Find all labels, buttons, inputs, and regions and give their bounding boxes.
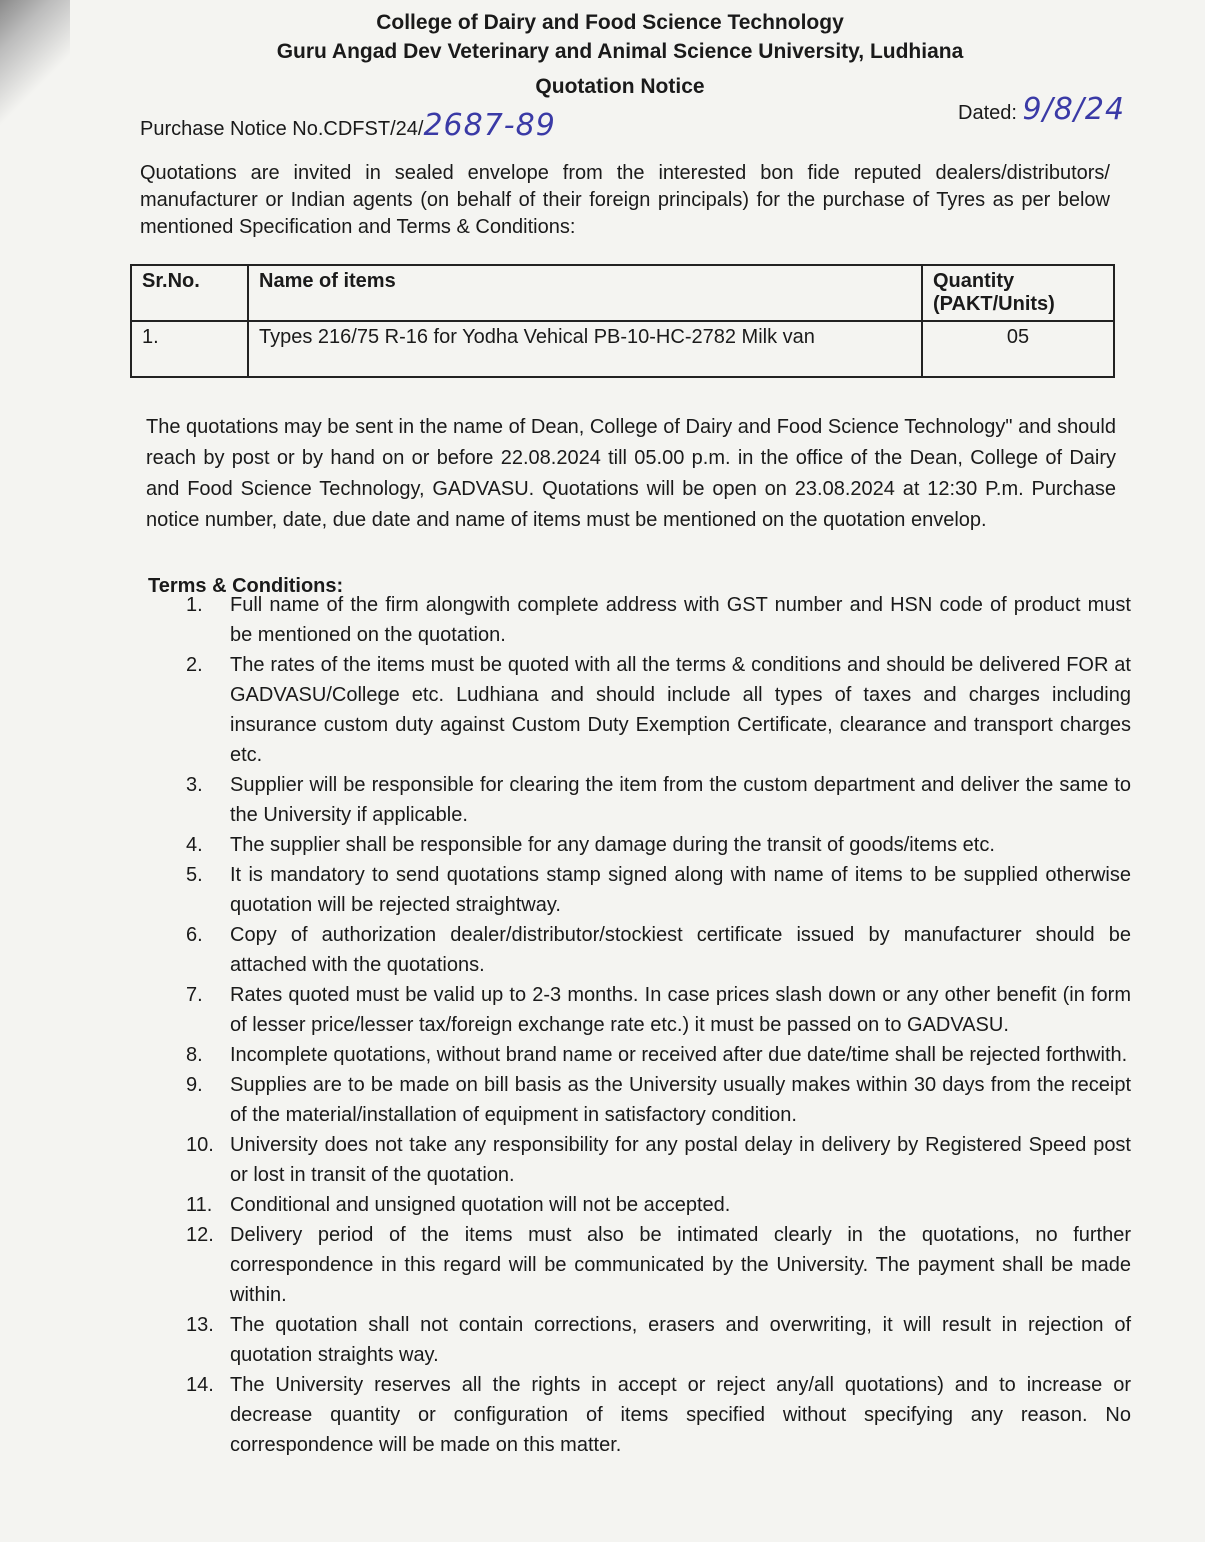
- term-text: Copy of authorization dealer/distributor/stockiest certificate issued by manufacturer should be attached with the quotations.: [230, 924, 1131, 976]
- items-table: [130, 264, 1115, 378]
- table-row: [131, 321, 1114, 377]
- term-text: Delivery period of the items must also be intimated clearly in the quotations, no further correspondence in this regard will be communicated by the University. The payment shall be made within.: [230, 1224, 1131, 1306]
- term-text: The University reserves all the rights in accept or reject any/all quotations) and to increase or decrease quantity or configuration of items specified without specifying any reason. No correspondence will be made on this matter.: [230, 1374, 1131, 1456]
- header-item-name: Name of items: [248, 265, 922, 321]
- cell-sr-no: 1.: [131, 321, 248, 377]
- term-number: 5.: [186, 864, 203, 886]
- dated-label: Dated:: [958, 102, 1017, 124]
- cell-quantity: 05: [922, 321, 1114, 377]
- term-number: 10.: [186, 1134, 214, 1156]
- list-item: [186, 980, 1131, 1040]
- list-item: [186, 920, 1131, 980]
- term-number: 14.: [186, 1374, 214, 1396]
- term-number: 4.: [186, 834, 203, 856]
- list-item: [186, 770, 1131, 830]
- notice-date: [958, 92, 1125, 127]
- term-text: Conditional and unsigned quotation will not be accepted.: [230, 1194, 731, 1216]
- purchase-notice-number: [140, 108, 556, 143]
- list-item: [186, 1190, 1131, 1220]
- term-number: 11.: [186, 1194, 213, 1216]
- list-item: [186, 1070, 1131, 1130]
- college-name: College of Dairy and Food Science Technology: [376, 11, 844, 34]
- list-item: [186, 1220, 1131, 1310]
- term-number: 7.: [186, 984, 203, 1006]
- list-item: [186, 1130, 1131, 1190]
- term-number: 9.: [186, 1074, 203, 1096]
- list-item: [186, 650, 1131, 770]
- term-text: University does not take any responsibility for any postal delay in delivery by Registered Speed post or lost in transit of the quotation.: [230, 1134, 1131, 1186]
- term-text: Supplies are to be made on bill basis as the University usually makes within 30 days from the receipt of the material/installation of equipment in satisfactory condition.: [230, 1074, 1131, 1126]
- intro-paragraph: Quotations are invited in sealed envelope from the interested bon fide reputed dealers/distributors/ manufacturer or Indian agents (on behalf of their foreign principals) for the purchase of Tyres as per below mentioned Specification and Terms & Conditions:: [140, 162, 1110, 238]
- term-number: 3.: [186, 774, 203, 796]
- term-text: The supplier shall be responsible for any damage during the transit of goods/items etc.: [230, 834, 995, 856]
- cell-item-name: Types 216/75 R-16 for Yodha Vehical PB-10-HC-2782 Milk van: [248, 321, 922, 377]
- university-name: Guru Angad Dev Veterinary and Animal Science University, Ludhiana: [276, 40, 964, 63]
- term-text: The rates of the items must be quoted with all the terms & conditions and should be delivered FOR at GADVASU/College etc. Ludhiana and should include all types of taxes and charges including insurance custom duty against Custom Duty Exemption Certificate, clearance and transport charges etc.: [230, 654, 1131, 766]
- term-text: It is mandatory to send quotations stamp signed along with name of items to be supplied otherwise quotation will be rejected straightway.: [230, 864, 1131, 916]
- list-item: [186, 860, 1131, 920]
- purchase-notice-label: Purchase Notice No.CDFST/24/: [140, 118, 424, 140]
- submission-paragraph: The quotations may be sent in the name of Dean, College of Dairy and Food Science Technology" and should reach by post or by hand on or before 22.08.2024 till 05.00 p.m. in the office of the Dean, College of Dairy and Food Science Technology, GADVASU. Quotations will be open on 23.08.2024 at 12:30 P.m. Purchase notice number, date, due date and name of items must be mentioned on the quotation envelop.: [146, 416, 1116, 531]
- term-text: Rates quoted must be valid up to 2-3 months. In case prices slash down or any other benefit (in form of lesser price/lesser tax/foreign exchange rate etc.) it must be passed on to GADVASU.: [230, 984, 1131, 1036]
- terms-list: [186, 590, 1131, 1460]
- handwritten-date: 9/8/24: [1022, 92, 1126, 127]
- list-item: [186, 1370, 1131, 1460]
- term-number: 2.: [186, 654, 203, 676]
- table-header-row: [131, 265, 1114, 321]
- term-text: Full name of the firm alongwith complete address with GST number and HSN code of product must be mentioned on the quotation.: [230, 594, 1131, 646]
- term-number: 8.: [186, 1044, 203, 1066]
- term-number: 13.: [186, 1314, 214, 1336]
- notice-title: Quotation Notice: [535, 75, 705, 98]
- term-number: 6.: [186, 924, 203, 946]
- term-text: Incomplete quotations, without brand name or received after due date/time shall be rejected forthwith.: [230, 1044, 1128, 1066]
- term-text: The quotation shall not contain corrections, erasers and overwriting, it will result in rejection of quotation straights way.: [230, 1314, 1131, 1366]
- list-item: [186, 830, 1131, 860]
- list-item: [186, 1310, 1131, 1370]
- terms-title: Terms & Conditions:: [148, 575, 344, 597]
- term-number: 12.: [186, 1224, 214, 1246]
- list-item: [186, 1040, 1131, 1070]
- header-sr-no: Sr.No.: [131, 265, 248, 321]
- page-fold-shadow: [0, 0, 70, 140]
- term-number: 1.: [186, 594, 203, 616]
- header-quantity: Quantity (PAKT/Units): [922, 265, 1114, 321]
- term-text: Supplier will be responsible for clearing the item from the custom department and deliver the same to the University if applicable.: [230, 774, 1131, 826]
- list-item: [186, 590, 1131, 650]
- handwritten-notice-number: 2687-89: [423, 108, 556, 143]
